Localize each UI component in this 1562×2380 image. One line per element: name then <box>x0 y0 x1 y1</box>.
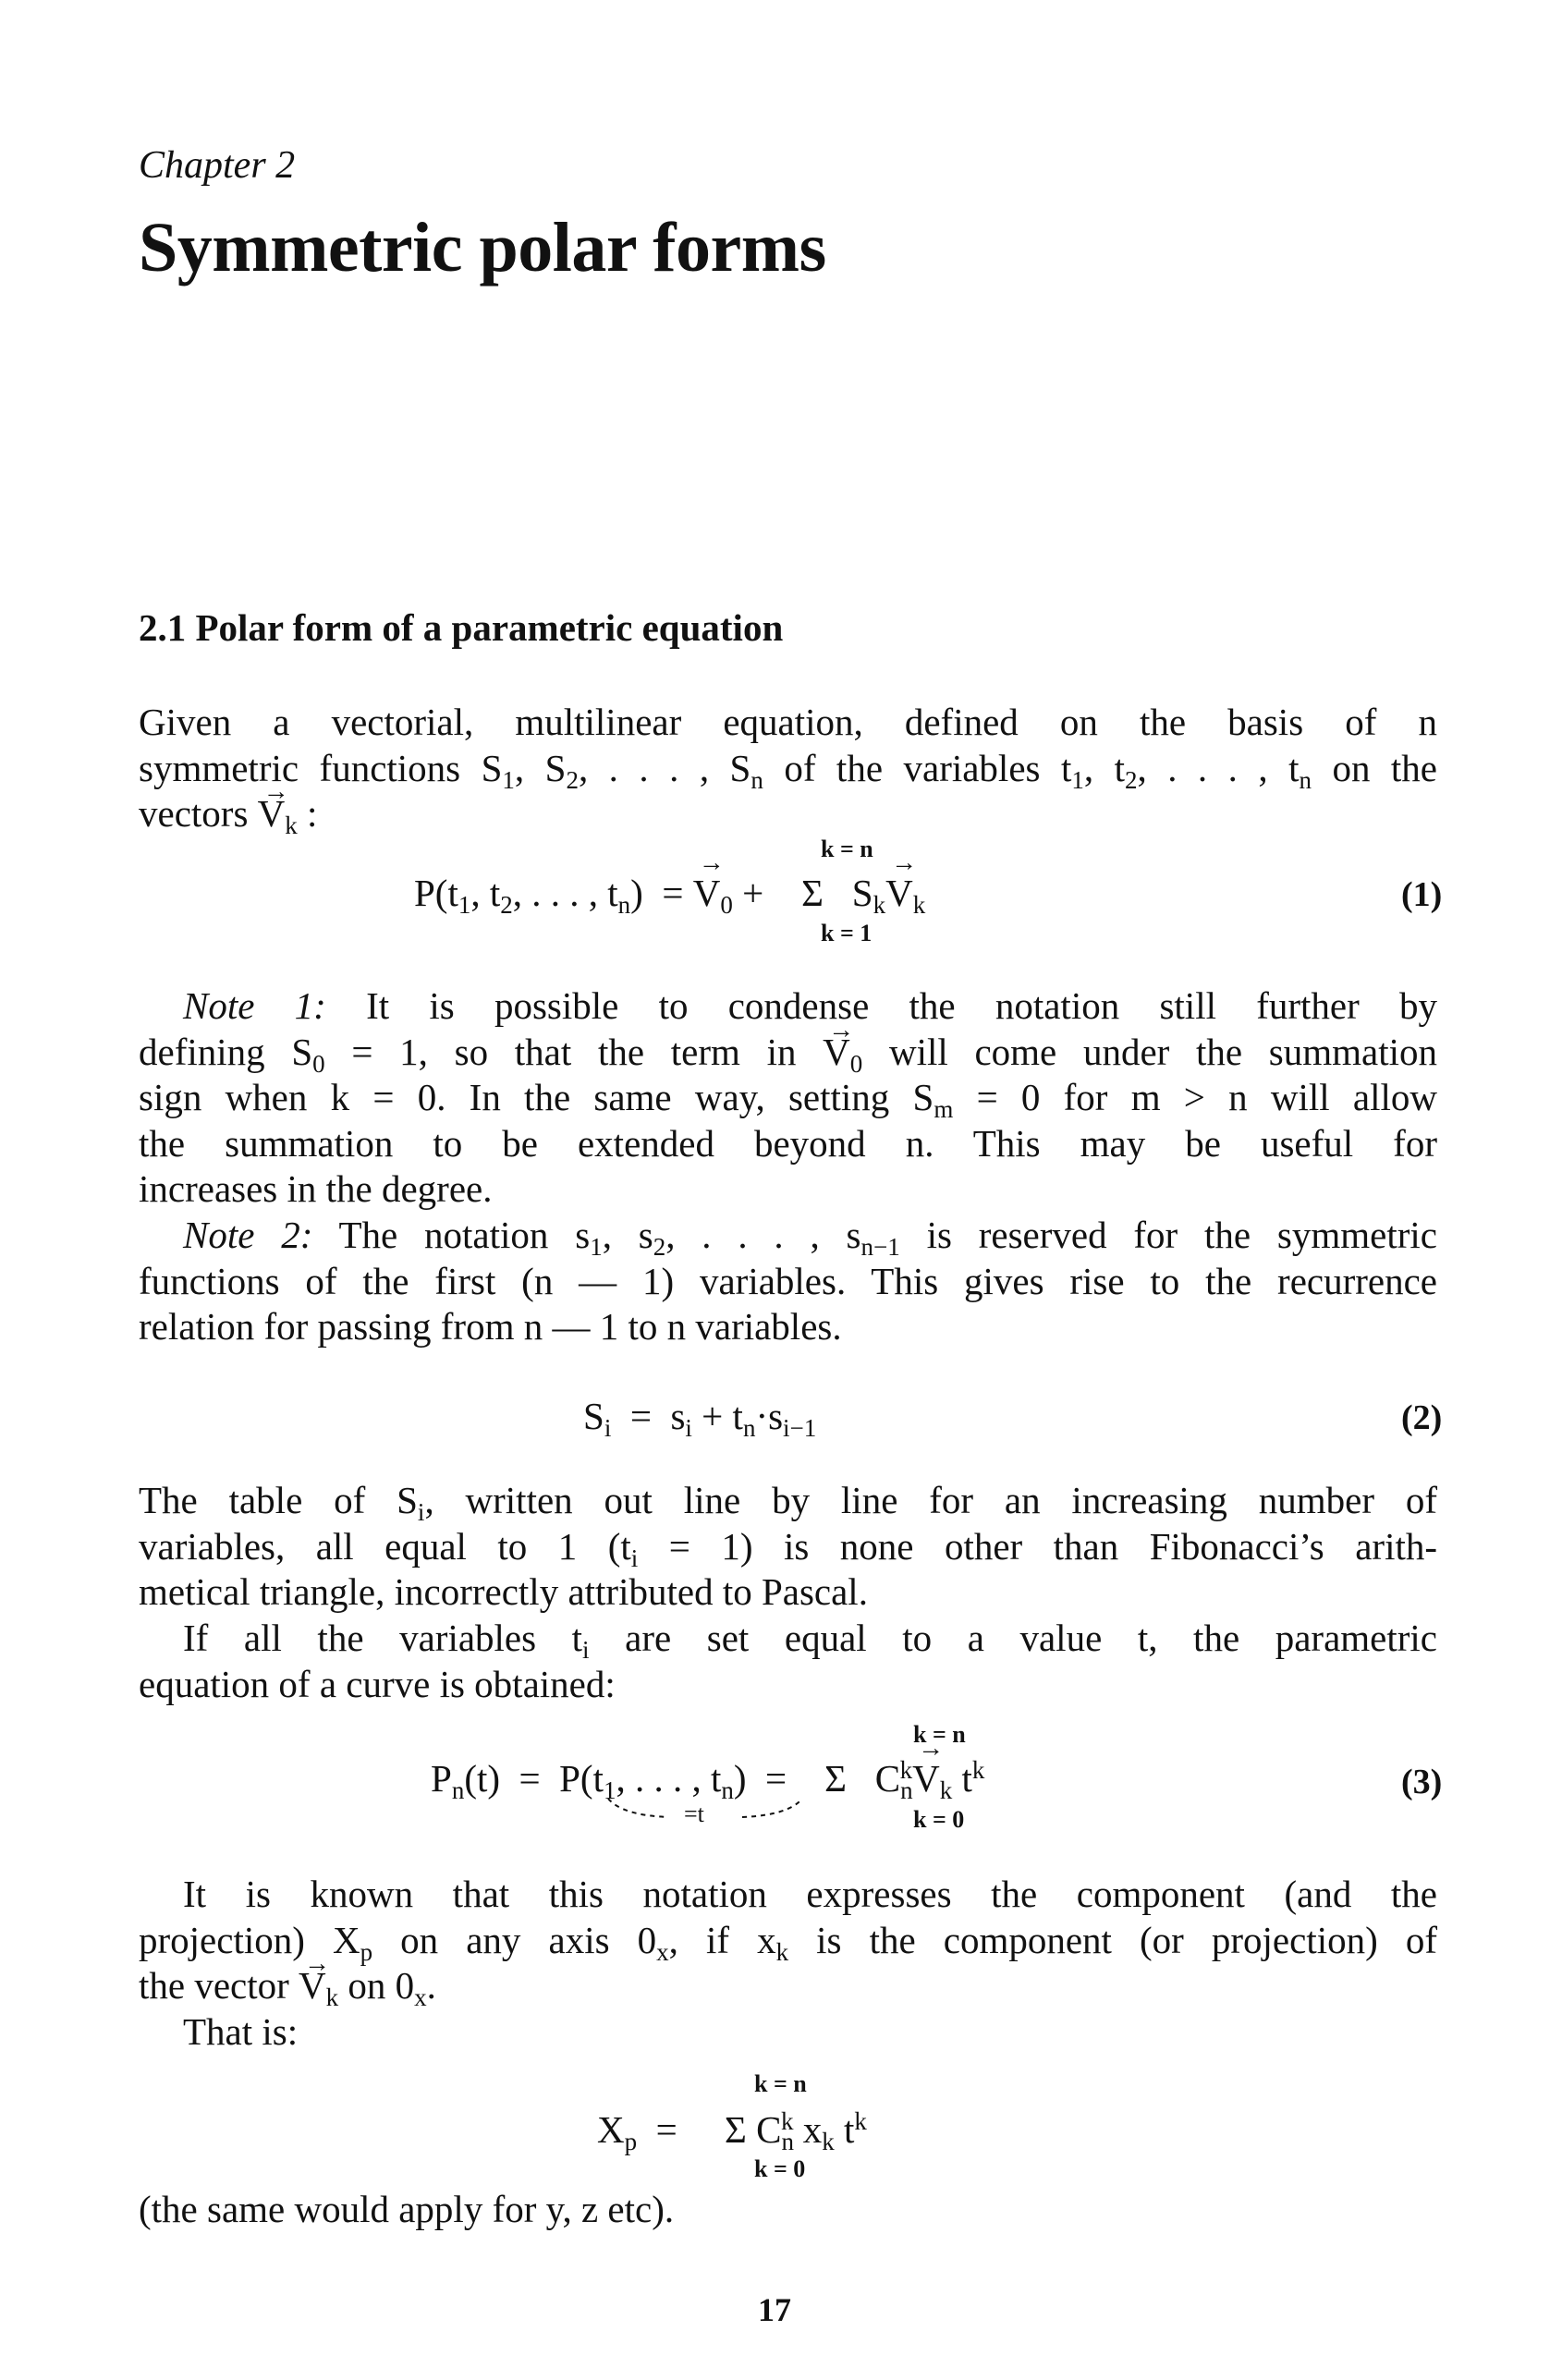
closing-paragraph <box>139 2187 1437 2233</box>
eq1-body: $P(t_1$, $t_2$, . . . , $t_n$) = → $V_0$ + Σ $S_k\to V_k$ <box>414 871 925 915</box>
intro-line-2: symmetric functions $S_1$, $S_2$, . . . , $S_n$ of the variables $t_1$, $t_2$, . . . , $t_n$ on the <box>139 746 1437 794</box>
known-line-3: the vector → $V_k$ on $0_x$. <box>139 1963 1437 2009</box>
eq2-number: (2) <box>1401 1398 1443 1437</box>
note1-line-3: sign when k = 0. In the same way, setting $S_m = 0$ for m > n will allow <box>139 1076 1437 1123</box>
equation-3 <box>137 1721 1443 1841</box>
equation-1 <box>137 834 1443 954</box>
chapter-label: Chapter 2 <box>139 144 296 187</box>
eq3-lower-limit: k = 0 <box>913 1806 965 1833</box>
note1-line-5: increases in the degree. <box>139 1167 493 1210</box>
param-line-2: equation of a curve is obtained: <box>139 1662 616 1705</box>
section-heading: 2.1 Polar form of a parametric equation <box>139 606 784 649</box>
note-1 <box>139 983 1437 1213</box>
eq2-body: $S_i = s_i + t_n\cdot s_{i-1}$ <box>583 1395 817 1442</box>
param-line-1: If all the variables $t_i$ are set equal to a value t, the parametric <box>183 1617 1437 1664</box>
intro-line-1: Given a vectorial, multilinear equation, defined on the basis of n <box>139 701 1437 743</box>
equation-4 <box>137 2070 1435 2191</box>
note1-line-2: defining $S_0 = 1$, so that the term in → $V_0$ will come under the summation <box>139 1030 1437 1076</box>
note1-line-1: Note 1: It is possible to condense the notation still further by <box>183 984 1438 1027</box>
eq1-lower-limit: k = 1 <box>821 920 873 946</box>
intro-line-3: vectors → $V_k$ : <box>139 791 1437 837</box>
intro-paragraph <box>139 700 1437 837</box>
known-line-1: It is known that this notation expresses the component (and the <box>183 1873 1437 1915</box>
eq3-upper-limit: k = n <box>913 1721 966 1748</box>
note-2 <box>139 1213 1437 1350</box>
known-line-4: That is: <box>183 2009 299 2053</box>
table-line-3: metical triangle, incorrectly attributed to Pascal. <box>139 1570 868 1613</box>
table-line-1: The table of $S_i$, written out line by line for an increasing number of <box>139 1479 1437 1526</box>
note2-line-3: relation for passing from n — 1 to n variables. <box>139 1305 842 1348</box>
table-paragraph <box>139 1478 1437 1616</box>
note2-line-1: Note 2: The notation $s_1$, $s_2$, . . . , $s_{n-1}$ is reserved for the symmetric <box>183 1214 1437 1261</box>
note2-line-2: functions of the first (n — 1) variables. This gives rise to the recurrence <box>139 1259 1437 1302</box>
eq1-number: (1) <box>1401 875 1443 914</box>
known-paragraph <box>139 1872 1437 2055</box>
eq4-upper-limit: k = n <box>754 2070 807 2097</box>
closing-line: (the same would apply for y, z etc). <box>139 2188 675 2230</box>
known-line-2: projection) $X_p$ on any axis $0_x$, if $x_k$ is the component (or projection) of <box>139 1918 1437 1966</box>
eq3-brace-label: =t <box>684 1800 704 1827</box>
eq3-body: $P_n(t) = P(t_1$, . . . , $t_n$) = Σ $C_n^k\to V_k$ $t^k$ <box>431 1756 984 1800</box>
page-number: 17 <box>758 2291 791 2328</box>
note1-line-4: the summation to be extended beyond n. This may be useful for <box>139 1121 1437 1165</box>
eq3-number: (3) <box>1401 1763 1443 1801</box>
eq4-body: $X_p$ = Σ $C_n^k$ $x_k$ $t^k$ <box>597 2107 867 2155</box>
eq4-lower-limit: k = 0 <box>754 2155 806 2182</box>
eq1-upper-limit: k = n <box>821 836 873 862</box>
equation-2 <box>137 1394 1443 1449</box>
chapter-title: Symmetric polar forms <box>139 209 826 287</box>
eq3-underbrace <box>604 1793 807 1830</box>
table-line-2: variables, all equal to 1 $(t_i = 1)$ is none other than Fibonacci’s arith- <box>139 1524 1438 1572</box>
parametric-paragraph <box>139 1616 1437 1707</box>
